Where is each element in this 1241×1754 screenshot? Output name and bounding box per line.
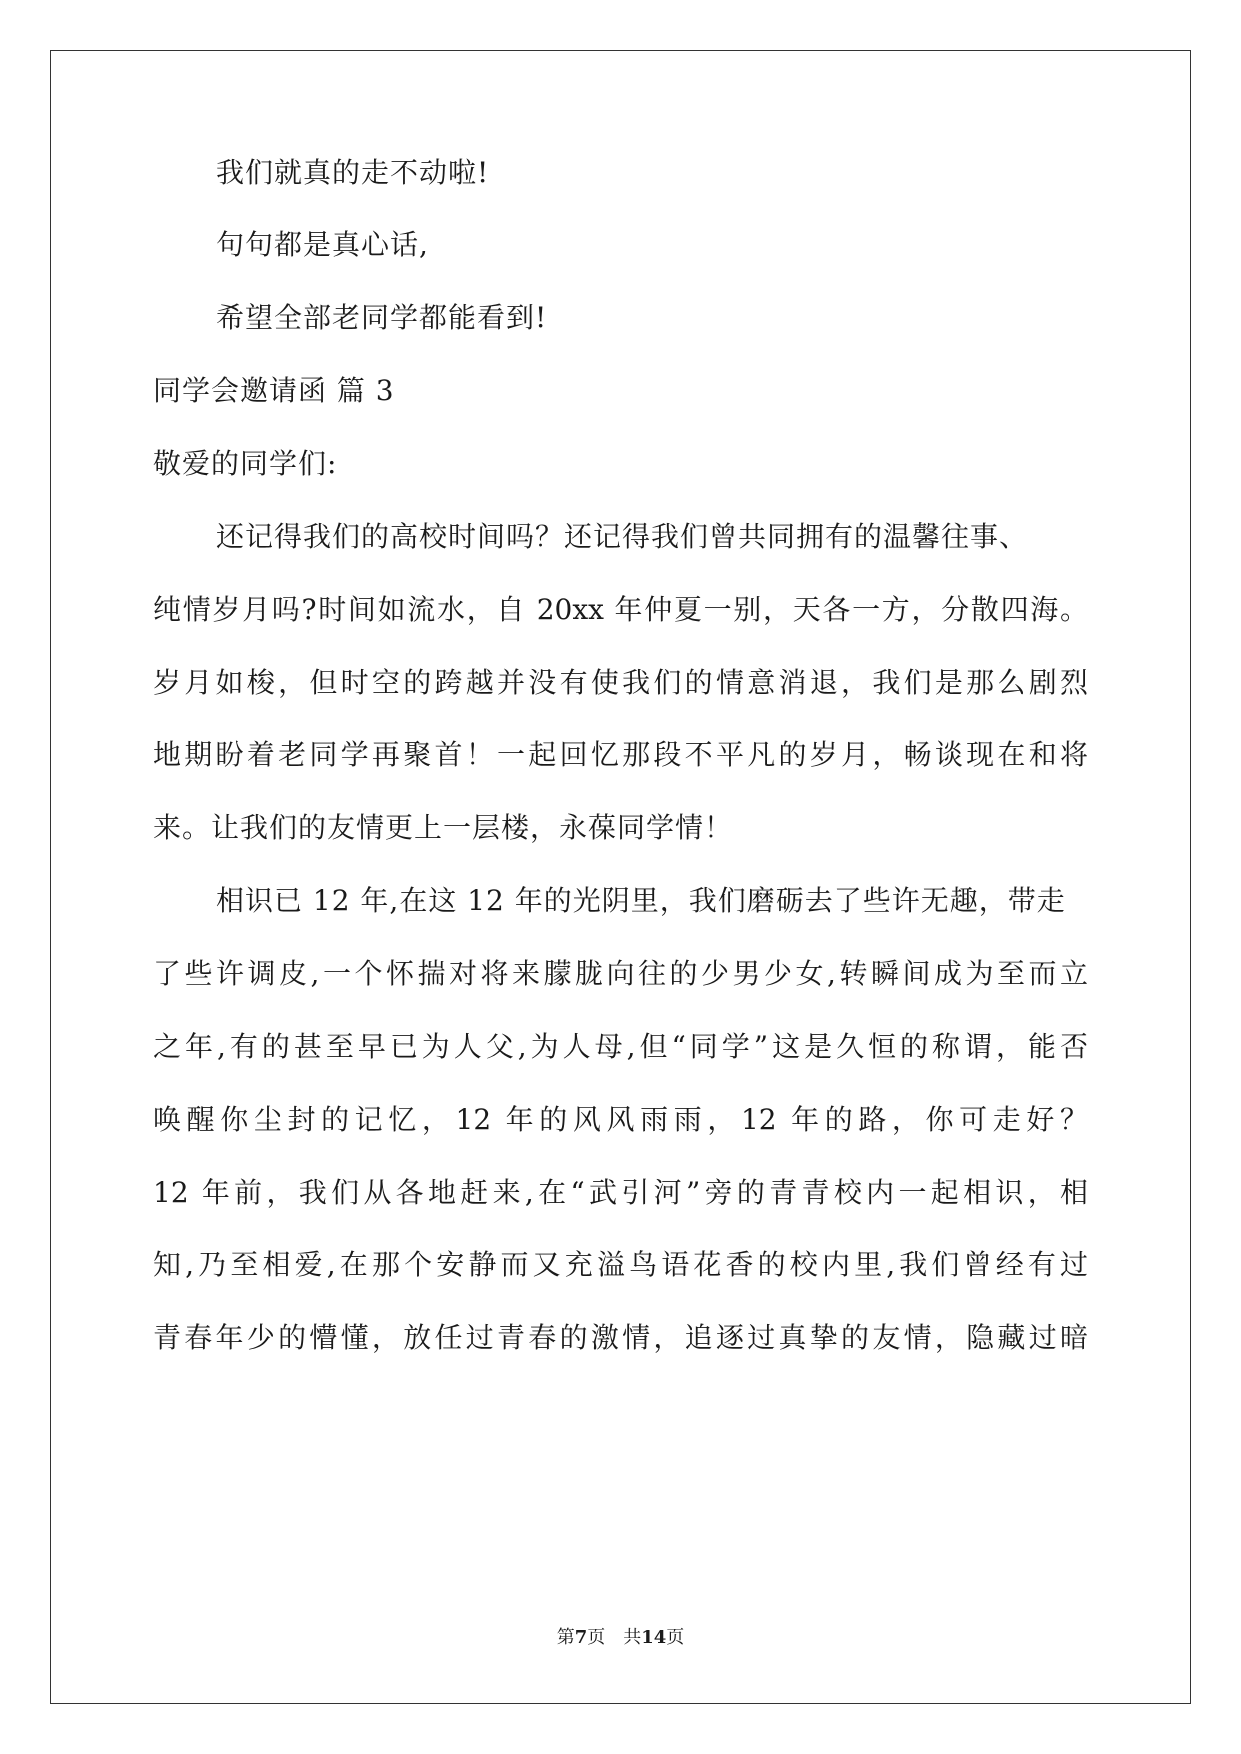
body-line-6: 还记得我们的高校时间吗？还记得我们曾共同拥有的温馨往事、 <box>216 520 1029 553</box>
body-line-11: 相识已 12 年,在这 12 年的光阴里，我们磨砺去了些许无趣，带走 <box>216 884 1066 917</box>
body-line-9: 地期盼着老同学再聚首！一起回忆那段不平凡的岁月，畅谈现在和将 <box>153 738 1088 771</box>
page-border <box>50 50 1191 1704</box>
body-line-17: 青春年少的懵懂，放任过青春的激情，追逐过真挚的友情，隐藏过暗 <box>153 1321 1088 1354</box>
footer-page-number: 7 <box>574 1627 588 1648</box>
body-line-16: 知,乃至相爱,在那个安静而又充溢鸟语花香的校内里,我们曾经有过 <box>153 1248 1088 1281</box>
body-line-8: 岁月如梭，但时空的跨越并没有使我们的情意消退，我们是那么剧烈 <box>153 666 1088 699</box>
body-line-7: 纯情岁月吗?时间如流水，自 20xx 年仲夏一别，天各一方，分散四海。 <box>153 593 1088 626</box>
body-line-15: 12 年前，我们从各地赶来,在“武引河”旁的青青校内一起相识，相 <box>153 1176 1088 1209</box>
body-line-2: 句句都是真心话, <box>216 228 429 261</box>
body-line-13: 之年,有的甚至早已为人父,为人母,但“同学”这是久恒的称谓，能否 <box>153 1030 1088 1063</box>
body-line-12: 了些许调皮,一个怀揣对将来朦胧向往的少男少女,转瞬间成为至而立 <box>153 957 1088 990</box>
page-footer <box>0 1627 1241 1649</box>
salutation: 敬爱的同学们: <box>153 447 338 480</box>
footer-mid: 页 共 <box>587 1627 642 1648</box>
footer-prefix: 第 <box>556 1627 575 1648</box>
body-line-14: 唤醒你尘封的记忆，12 年的风风雨雨，12 年的路，你可走好？ <box>153 1103 1088 1136</box>
body-line-10: 来。让我们的友情更上一层楼，永葆同学情！ <box>153 811 734 844</box>
body-line-3: 希望全部老同学都能看到! <box>216 301 548 334</box>
footer-total-pages: 14 <box>641 1627 667 1648</box>
body-line-1: 我们就真的走不动啦! <box>216 156 490 189</box>
section-heading: 同学会邀请函 篇 3 <box>153 374 395 407</box>
footer-suffix: 页 <box>666 1627 685 1648</box>
